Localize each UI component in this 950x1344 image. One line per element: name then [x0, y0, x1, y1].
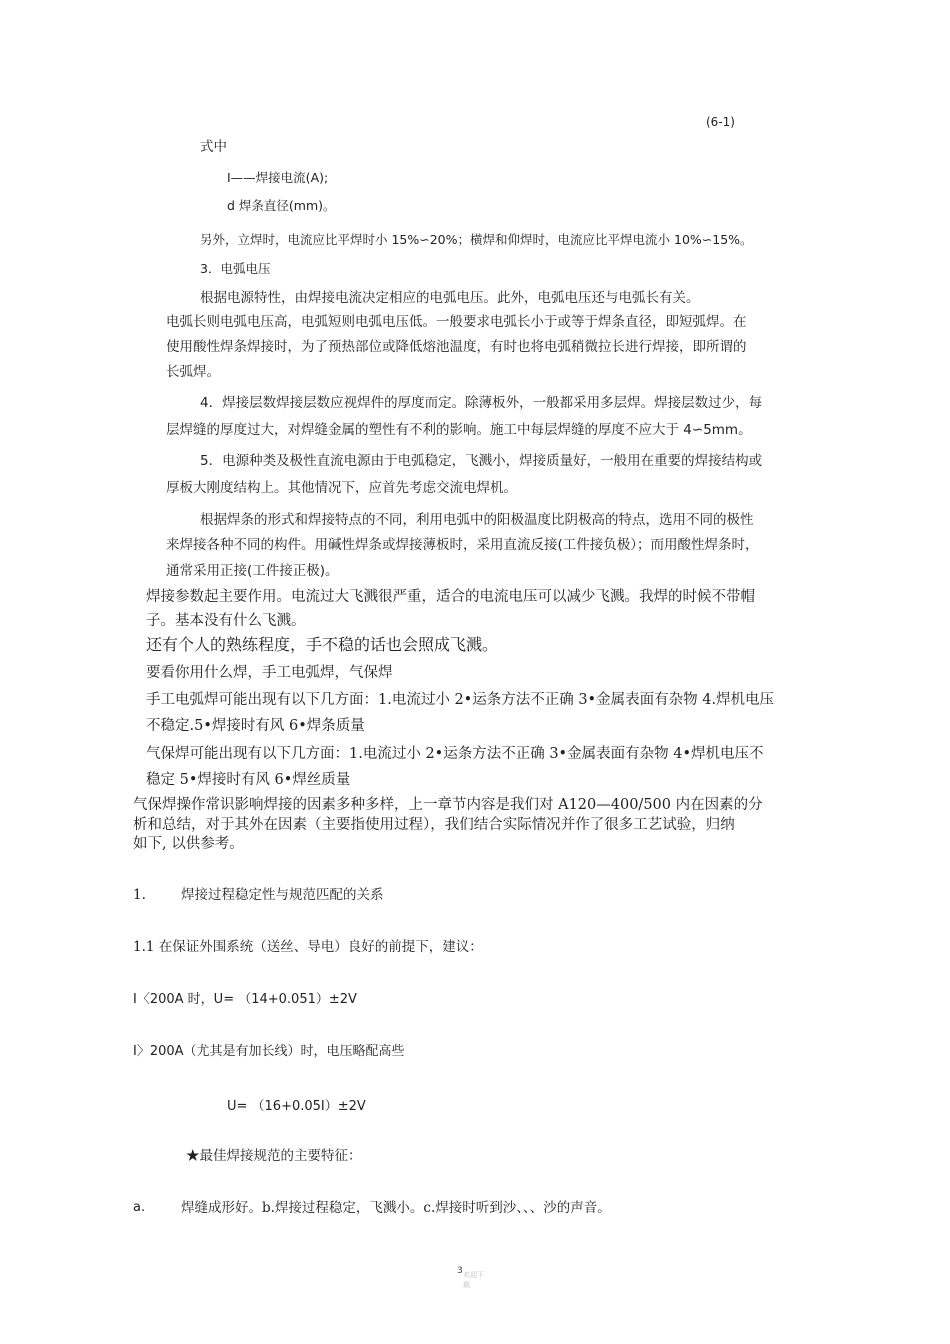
answer-line: 焊接参数起主要作用。电流过大飞溅很严重，适合的电流电压可以减少飞溅。我焊的时候不带帽 [146, 589, 755, 605]
definition-diameter: d 焊条直径(mm)。 [227, 198, 336, 213]
answer-line: 手工电弧焊可能出现有以下几方面：1.电流过小 2•运条方法不正确 3•金属表面有杂物 4.焊机电压 [146, 692, 775, 708]
intro-paragraph-line: 析和总结，对于其外在因素（主要指使用过程），我们结合实际情况并作了很多工艺试验，归纳 [133, 817, 735, 833]
where-label: 式中 [200, 139, 227, 155]
paragraph-layers-line: 层焊缝的厚度过大，对焊缝金属的塑性有不利的影响。施工中每层焊缝的厚度不应大于 4∽5mm。 [166, 422, 752, 438]
best-spec-heading: ★最佳焊接规范的主要特征： [186, 1148, 362, 1164]
intro-paragraph-line: 气保焊操作常识影响焊接的因素多种多样，上一章节内容是我们对 A120—400/500 内在因素的分 [133, 797, 763, 813]
page-number: 3 [457, 1266, 463, 1276]
paragraph-layers-line: 4．焊接层数焊接层数应视焊件的厚度而定。除薄板外，一般都采用多层焊。焊接层数过少，每 [200, 395, 763, 411]
answer-line: 还有个人的熟练程度，手不稳的话也会照成飞溅。 [146, 635, 499, 654]
paragraph-power-line: 厚板大刚度结构上。其他情况下，应首先考虑交流电焊机。 [166, 480, 517, 496]
formula-high-current: U= （16+0.05I）±2V [227, 1099, 366, 1114]
paragraph-arc-line: 电弧长则电弧电压高，电弧短则电弧电压低。一般要求电弧长小于或等于焊条直径，即短弧焊。在 [166, 314, 747, 330]
answer-line: 要看你用什么焊，手工电弧焊，气保焊 [146, 665, 393, 681]
equation-number: (6-1) [706, 115, 735, 129]
paragraph-arc-line: 使用酸性焊条焊接时，为了预热部位或降低熔池温度，有时也将电弧稍微拉长进行焊接，即所谓的 [166, 339, 747, 355]
definition-current: I——焊接电流(A); [227, 170, 329, 185]
section-heading-arc-voltage: 3．电弧电压 [200, 261, 271, 276]
paragraph-position-adjustment: 另外，立焊时，电流应比平焊时小 15%∽20%；横焊和仰焊时，电流应比平焊电流小 10%∽15%。 [200, 232, 753, 247]
paragraph-polarity-line: 根据焊条的形式和焊接特点的不同，利用电弧中的阳极温度比阴极高的特点，选用不同的极性 [200, 512, 754, 528]
section-number: 1. [133, 887, 146, 903]
answer-line: 子。基本没有什么飞溅。 [146, 613, 306, 629]
paragraph-arc-line: 长弧焊。 [166, 364, 220, 380]
download-watermark: 欢迎下载 [463, 1271, 484, 1289]
formula-low-current: I〈200A 时，U= （14+0.051）±2V [133, 992, 357, 1007]
item-label: a. [133, 1200, 146, 1215]
answer-line: 不稳定.5•焊接时有风 6•焊条质量 [146, 718, 365, 734]
paragraph-power-line: 5．电源种类及极性直流电源由于电弧稳定，飞溅小，焊接质量好，一般用在重要的焊接结构或 [200, 453, 763, 469]
item-text: 焊缝成形好。b.焊接过程稳定，飞溅小。c.焊接时听到沙、、、沙的声音。 [181, 1200, 611, 1216]
paragraph-arc-line: 根据电源特性，由焊接电流决定相应的电弧电压。此外，电弧电压还与电弧长有关。 [200, 290, 700, 306]
intro-paragraph-line: 如下, 以供参考。 [133, 836, 244, 852]
formula-high-current-note: I〉200A（尤其是有加长线）时，电压略配高些 [133, 1044, 405, 1059]
section-title: 焊接过程稳定性与规范匹配的关系 [181, 887, 384, 903]
paragraph-polarity-line: 来焊接各种不同的构件。用碱性焊条或焊接薄板时，采用直流反接(工件接负极）；而用酸性焊条时， [166, 537, 759, 553]
answer-line: 气保焊可能出现有以下几方面：1.电流过小 2•运条方法不正确 3•金属表面有杂物 4•焊机电压不 [146, 746, 764, 762]
paragraph-polarity-line: 通常采用正接(工件接正极)。 [166, 563, 339, 579]
answer-line: 稳定 5•焊接时有风 6•焊丝质量 [146, 772, 351, 788]
subsection-text: 1.1 在保证外围系统（送丝、导电）良好的前提下，建议： [133, 939, 483, 955]
